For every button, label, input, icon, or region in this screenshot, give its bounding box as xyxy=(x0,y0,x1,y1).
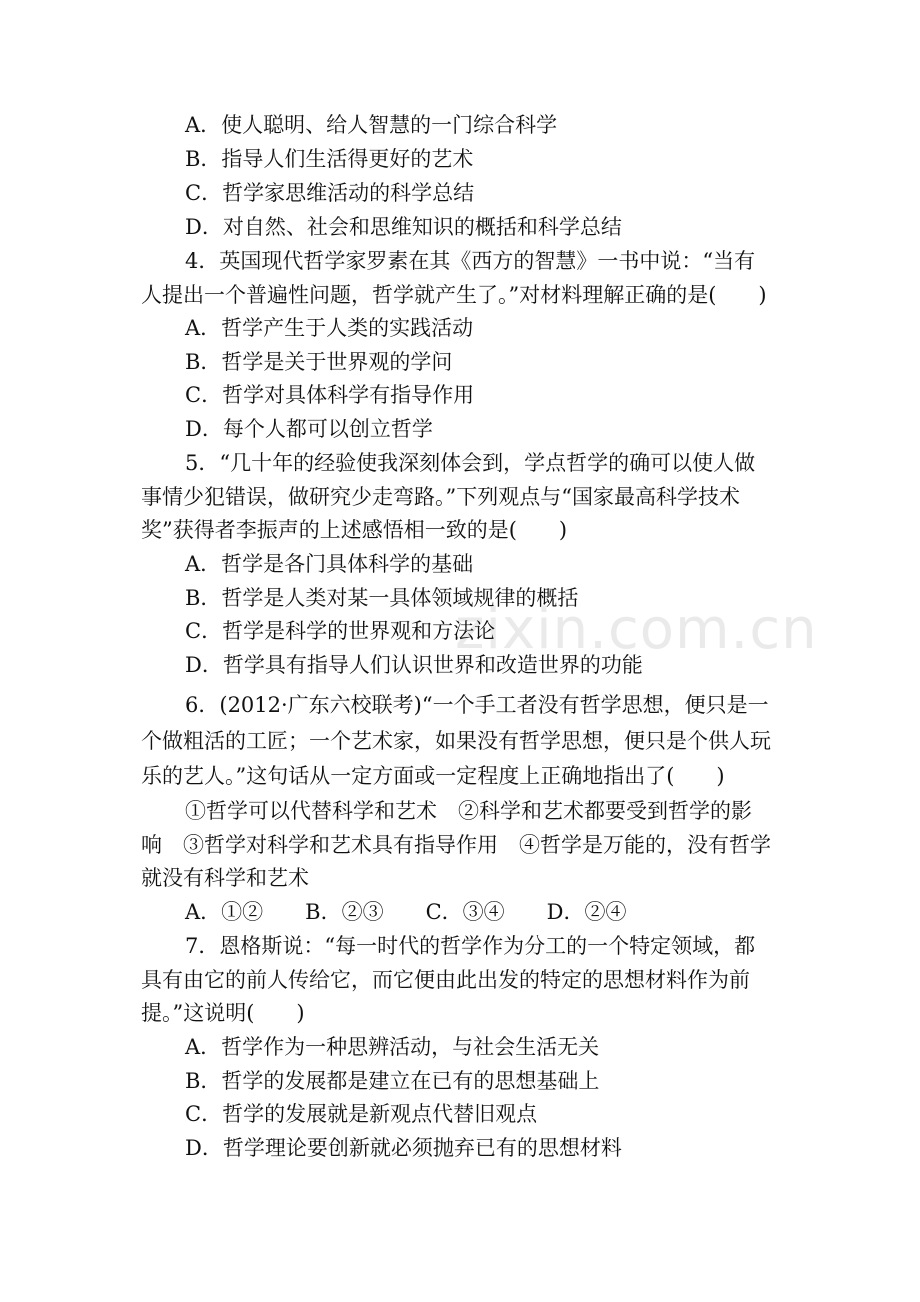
q7-option-b: B．哲学的发展都是建立在已有的思想基础上 xyxy=(185,1069,600,1093)
q3-option-a: A．使人聪明、给人智慧的一门综合科学 xyxy=(185,113,558,137)
q7-stem-line-2: 具有由它的前人传给它，而它便由此出发的特定的思想材料作为前 xyxy=(141,968,750,992)
q4-option-b: B．哲学是关于世界观的学问 xyxy=(185,350,453,374)
q3-option-d: D．对自然、社会和思维知识的概括和科学总结 xyxy=(185,215,622,239)
q4-option-c: C．哲学对具体科学有指导作用 xyxy=(185,383,475,407)
q6-statements-line-2: 响 ③哲学对科学和艺术具有指导作用 ④哲学是万能的，没有哲学 xyxy=(141,833,771,857)
q6-statements-line-1: ①哲学可以代替科学和艺术 ②科学和艺术都要受到哲学的影 xyxy=(185,799,752,823)
q7-option-a: A．哲学作为一种思辨活动，与社会生活无关 xyxy=(185,1035,600,1059)
watermark: zixin.com.cn xyxy=(455,597,818,662)
q5-stem-line-1: 5．“几十年的经验使我深刻体会到，学点哲学的确可以使人做 xyxy=(185,451,756,475)
q3-option-c: C．哲学家思维活动的科学总结 xyxy=(185,181,475,205)
q7-option-c: C．哲学的发展就是新观点代替旧观点 xyxy=(185,1102,538,1126)
q4-option-a: A．哲学产生于人类的实践活动 xyxy=(185,316,474,340)
q6-source: (2012·广东六校联考) xyxy=(219,693,422,717)
q5-option-d: D．哲学具有指导人们认识世界和改造世界的功能 xyxy=(185,653,643,677)
q6-choices: A．①② B．②③ C．③④ D．②④ xyxy=(185,900,627,924)
q6-number: 6． xyxy=(185,693,220,717)
q6-statements-line-3: 就没有科学和艺术 xyxy=(141,866,309,890)
q6-stem-line-3: 乐的艺人。”这句话从一定方面或一定程度上正确地指出了( ) xyxy=(141,764,725,788)
q6-stem-line-1 xyxy=(185,690,769,720)
q6-stem-text-1: “一个手工者没有哲学思想，便只是一 xyxy=(421,693,769,717)
q5-option-a: A．哲学是各门具体科学的基础 xyxy=(185,552,474,576)
q6-stem-line-2: 个做粗活的工匠；一个艺术家，如果没有哲学思想，便只是个供人玩 xyxy=(141,729,771,753)
q5-stem-line-2: 事情少犯错误，做研究少走弯路。”下列观点与“国家最高科学技术 xyxy=(141,485,740,509)
q7-stem-line-1: 7．恩格斯说：“每一时代的哲学作为分工的一个特定领域，都 xyxy=(185,934,756,958)
q5-stem-line-3: 奖”获得者李振声的上述感悟相一致的是( ) xyxy=(141,518,568,542)
q4-stem-line-2: 人提出一个普遍性问题，哲学就产生了。”对材料理解正确的是( ) xyxy=(141,283,767,307)
q3-option-b: B．指导人们生活得更好的艺术 xyxy=(185,147,474,171)
q4-stem-line-1: 4．英国现代哲学家罗素在其《西方的智慧》一书中说：“当有 xyxy=(185,249,756,273)
q7-option-d: D．哲学理论要创新就必须抛弃已有的思想材料 xyxy=(185,1136,622,1160)
q5-option-b: B．哲学是人类对某一具体领域规律的概括 xyxy=(185,586,579,610)
q4-option-d: D．每个人都可以创立哲学 xyxy=(185,417,433,441)
q7-stem-line-3: 提。”这说明( ) xyxy=(141,1001,305,1025)
q5-option-c: C．哲学是科学的世界观和方法论 xyxy=(185,619,496,643)
